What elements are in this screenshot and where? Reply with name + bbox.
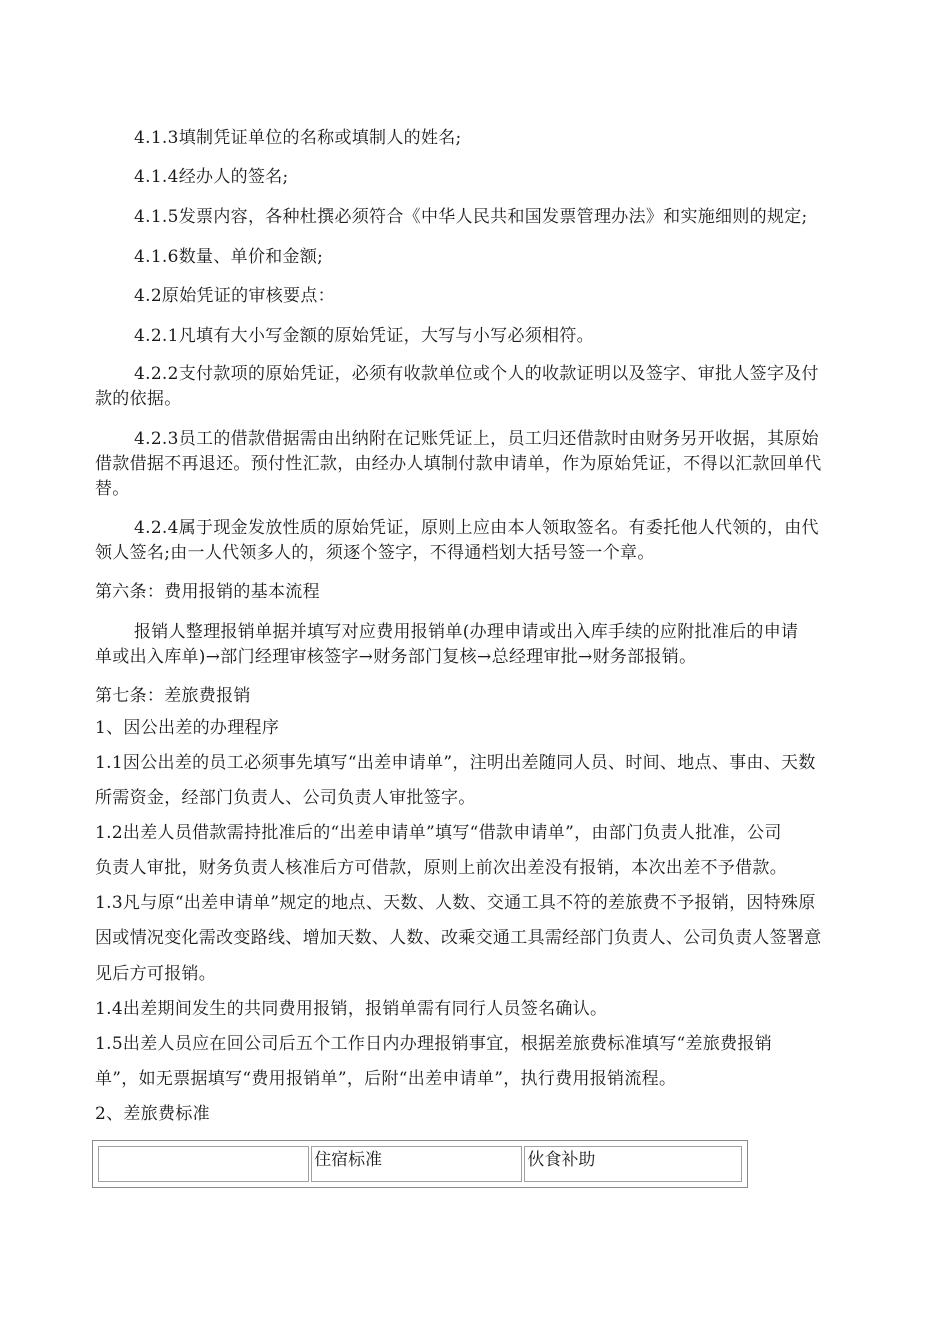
clause-4-1-6: 4.1.6数量、单价和金额; <box>134 247 324 267</box>
item-1-2-line2: 负责人审批，财务负责人核准后方可借款，原则上前次出差没有报销，本次出差不予借款。 <box>95 858 787 878</box>
clause-4-1-4: 4.1.4经办人的签名; <box>134 167 289 187</box>
item-1-1-line1: 1.1因公出差的员工必须事先填写“出差申请单”，注明出差随同人员、时间、地点、事由、天数 <box>95 753 816 773</box>
item-1-3-line3: 见后方可报销。 <box>95 964 217 984</box>
clause-4-2-2-line2: 款的依据。 <box>95 389 182 409</box>
table-header-row <box>98 1146 742 1182</box>
section-1-heading: 1、因公出差的办理程序 <box>95 718 280 738</box>
article-7-heading: 第七条：差旅费报销 <box>95 686 251 706</box>
clause-4-2-3-line3: 替。 <box>95 479 130 499</box>
clause-4-1-3: 4.1.3填制凭证单位的名称或填制人的姓名; <box>134 128 462 148</box>
clause-4-2: 4.2原始凭证的审核要点： <box>134 286 335 306</box>
clause-4-2-4-line1: 4.2.4属于现金发放性质的原始凭证，原则上应由本人领取签名。有委托他人代领的，由代 <box>134 518 819 538</box>
item-1-3-line2: 因或情况变化需改变路线、增加天数、人数、改乘交通工具需经部门负责人、公司负责人签署意 <box>95 928 822 948</box>
clause-4-2-3-line1: 4.2.3员工的借款借据需由出纳附在记账凭证上，员工归还借款时由财务另开收据，其原始 <box>134 429 819 449</box>
article-6-body-line1: 报销人整理报销单据并填写对应费用报销单(办理申请或出入库手续的应附批准后的申请 <box>134 622 799 642</box>
item-1-3-line1: 1.3凡与原“出差申请单”规定的地点、天数、人数、交通工具不符的差旅费不予报销，因特殊原 <box>95 893 816 913</box>
table-header-cell-empty <box>98 1146 309 1182</box>
item-1-1-line2: 所需资金，经部门负责人、公司负责人审批签字。 <box>95 788 476 808</box>
item-1-2-line1: 1.2出差人员借款需持批准后的“出差申请单”填写“借款申请单”，由部门负责人批准，公司 <box>95 823 782 843</box>
clause-4-2-2-line1: 4.2.2支付款项的原始凭证，必须有收款单位或个人的收款证明以及签字、审批人签字及付 <box>134 364 819 384</box>
clause-4-2-4-line2: 领人签名;由一人代领多人的，须逐个签字，不得通档划大括号签一个章。 <box>95 543 655 563</box>
item-1-4: 1.4出差期间发生的共同费用报销，报销单需有同行人员签名确认。 <box>95 999 608 1019</box>
table-header-accommodation: 住宿标准 <box>311 1146 522 1182</box>
clause-4-2-3-line2: 借款借据不再退还。预付性汇款，由经办人填制付款申请单，作为原始凭证，不得以汇款回单代 <box>95 454 822 474</box>
table-header-meal-allowance: 伙食补助 <box>524 1146 742 1182</box>
item-1-5-line2: 单”，如无票据填写“费用报销单”，后附“出差申请单”，执行费用报销流程。 <box>95 1069 677 1089</box>
travel-expense-standard-table <box>92 1140 748 1188</box>
article-6-heading: 第六条：费用报销的基本流程 <box>95 582 320 602</box>
article-6-body-line2: 单或出入库单)→部门经理审核签字→财务部门复核→总经理审批→财务部报销。 <box>95 647 697 667</box>
section-2-heading: 2、差旅费标准 <box>95 1104 210 1124</box>
clause-4-2-1: 4.2.1凡填有大小写金额的原始凭证，大写与小写必须相符。 <box>134 326 594 346</box>
item-1-5-line1: 1.5出差人员应在回公司后五个工作日内办理报销事宜，根据差旅费标准填写“差旅费报销 <box>95 1034 773 1054</box>
clause-4-1-5: 4.1.5发票内容，各种杜撰必须符合《中华人民共和国发票管理办法》和实施细则的规定; <box>134 207 808 227</box>
